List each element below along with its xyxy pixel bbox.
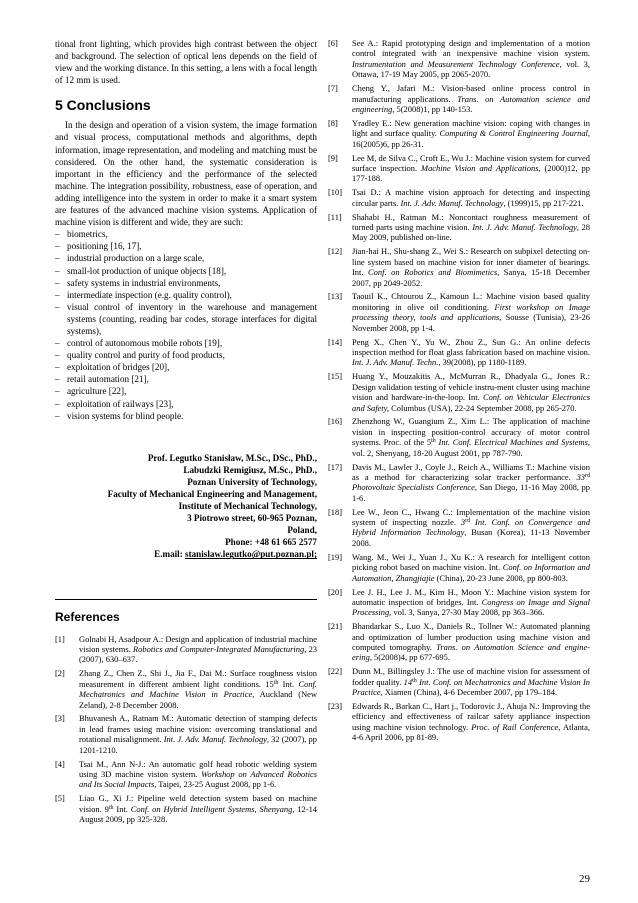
list-item: – intermediate inspection (e.g. quality control),	[55, 289, 317, 301]
ref-text: Zhenzhong W., Guangium Z., Xim L.: The application of machine vision in inspecting position-control accuracy of motor control systems. Proc. of the 5	[352, 416, 590, 448]
reference-number: [17]	[328, 461, 343, 472]
reference-item	[328, 153, 590, 184]
list-item: – exploitation of bridges [20],	[55, 361, 317, 373]
ref-text: , 32 (2007), pp 1201-1210.	[79, 734, 317, 755]
ref-source: Photovoltaic Specialists Conference	[352, 482, 475, 493]
reference-number: [14]	[328, 336, 343, 347]
right-column	[328, 38, 590, 746]
ref-text: vol. 3, Sanya, 27-30 May 2008, pp 363–366.	[391, 607, 545, 618]
page-number: 29	[579, 873, 590, 885]
ref-source: First workshop on Image processing theory, tools and applications	[352, 301, 591, 323]
ref-source: Conf. Mechatronics and Machine Vision in Practice,	[79, 678, 318, 700]
ref-sup: th	[273, 679, 279, 686]
ref-source: Int. J. Adv. Manuf. Technology	[472, 222, 577, 232]
ref-source: Instrumentation and Measurement Technology Conference	[352, 58, 560, 69]
ref-sup: rd	[465, 518, 471, 525]
reference-number: [19]	[328, 551, 343, 562]
ref-source: 33	[576, 471, 585, 482]
reference-item	[55, 759, 317, 790]
reference-number: [8]	[328, 117, 338, 128]
ref-text: , Sanya, 15-18 December 2007, pp 2049-2052.	[352, 267, 590, 288]
author-line: Poznan University of Technology,	[187, 476, 317, 487]
ref-text: , Atlanta, 4-6 April 2006, pp 81-89.	[352, 721, 591, 743]
reference-item	[328, 291, 590, 333]
ref-source: Congress on Image and Signal Processing,	[352, 596, 590, 618]
ref-text: Zhang Z., Chen Z., Shi J., Jia F., Dai M.: Surface roughness vision measurement in different ambient light conditions. 15	[79, 668, 317, 689]
ref-text: , San Diego, 11-16 May 2008, pp 1-6.	[352, 482, 590, 503]
reference-item	[328, 371, 590, 413]
divider	[55, 599, 317, 600]
ref-text: Lee J. H., Lee J. M., Kim H., Moon Y.: Machine vision system for automatic inspection of bridges. Int.	[352, 586, 590, 607]
reference-item	[328, 246, 590, 288]
ref-text: Shahabi H., Ratman M.: Noncontact roughness measurement of turned parts using machine vision.	[352, 211, 590, 232]
reference-item	[328, 416, 590, 458]
list-item: – biometrics,	[55, 228, 317, 240]
reference-number: [21]	[328, 621, 343, 632]
ref-text: Yradley E.: New generation machine vision: coping with changes in light and surface quality.	[352, 117, 590, 139]
reference-item	[55, 713, 317, 755]
ref-sup: th	[431, 438, 436, 445]
list-item: – quality control and purity of food products,	[55, 349, 317, 361]
ref-text: Int.	[278, 678, 299, 689]
reference-number: [9]	[328, 152, 338, 163]
ref-source: Conf. on Robotics and Biomimetics	[368, 267, 498, 278]
author-block	[55, 452, 317, 561]
ref-text: Tsai M., Ann N-J.: An automatic golf head robotic welding system using 3D machine vision system.	[79, 758, 317, 779]
ref-text: See A.: Rapid prototyping design and implementation of a motion control integrated with an inexpensive machine vision system.	[352, 38, 590, 59]
ref-text: Jian-hai H., Shu-shang Z., Wei S.: Research on subpixel detecting on-line system based on machine vision for inner diameter of bearings. Int.	[352, 246, 590, 278]
ref-source: Computing & Control Engineering Journal	[439, 128, 588, 139]
ref-text: Bhandarkar S., Luo X., Daniels R., Tollner W.: Automated planning and optimization of lumber production using machine vision and computed tomography.	[352, 621, 590, 653]
reference-item	[328, 552, 590, 583]
ref-source: Int. J. Adv. Manuf. Techn.	[352, 357, 439, 368]
reference-number: [2]	[55, 668, 65, 679]
list-item: – visual control of inventory in the warehouse and management systems (counting, reading bar codes, storage interfaces for digital systems),	[55, 301, 317, 337]
author-email-line	[55, 548, 317, 560]
reference-item	[328, 621, 590, 663]
author-phone: Phone: +48 61 665 2577	[225, 537, 317, 548]
reference-item	[328, 462, 590, 504]
reference-item	[55, 793, 317, 824]
reference-number: [10]	[328, 187, 343, 198]
ref-source: Int. Conf. Electrical Machines and Systems	[438, 437, 588, 448]
ref-text: Int.	[113, 803, 131, 814]
ref-text: Davis M., Lawler J., Coyle J., Reich A., Williams T.: Machine vision as a method for characterizing solar tracker performance.	[352, 461, 590, 482]
reference-number: [23]	[328, 701, 343, 712]
applications-list	[55, 228, 317, 422]
reference-number: [16]	[328, 416, 343, 427]
ref-source: Int. J. Adv. Manuf. Technology	[163, 734, 267, 745]
email-label: E.mail:	[154, 549, 186, 560]
ref-source: 3	[460, 517, 466, 528]
reference-number: [13]	[328, 291, 343, 302]
ref-source: Workshop on Advanced Robotics and Its Social Impacts	[79, 768, 317, 790]
ref-text: , Busan (Korea), 11-13 November 2008.	[352, 527, 590, 548]
ref-text: , 5(2008)4, pp 677-695.	[369, 652, 450, 663]
reference-number: [1]	[55, 633, 65, 644]
reference-number: [4]	[55, 758, 65, 769]
list-item: – vision systems for blind people.	[55, 410, 317, 422]
reference-number: [11]	[328, 211, 342, 222]
ref-source: Trans. on Automation Science and engine-ering	[352, 642, 591, 663]
ref-text: Taouil K., Chtourou Z., Kamoun L.: Machine vision based quality monitoring in olive oil conditioning.	[352, 291, 590, 312]
ref-text: Dunn M., Billingsley J.: The use of machine vision for assessment of fodder quality.	[352, 666, 590, 687]
ref-sup: th	[108, 804, 114, 811]
ref-text: Cheng Y., Jafari M.: Vision-based online process control in manufacturing applications.	[352, 83, 590, 104]
ref-source: Conf. on Hybrid Intelligent Systems, Shenyang	[130, 803, 293, 814]
ref-source: Conf. on Information and Automation, Zhangjiajie	[352, 562, 590, 583]
ref-text: , 39(2008), pp 1180-1189.	[438, 357, 527, 368]
author-line: 3 Piotrowo street, 60-965 Poznan,	[187, 513, 317, 524]
list-item: – agriculture [22],	[55, 385, 317, 397]
reference-number: [3]	[55, 713, 65, 724]
ref-text: Lee W., Jeon C., Hwang C.: Implementation of the machine vision system of inspecting nozzle.	[352, 506, 590, 528]
ref-text: , 12-14 August 2009, pp 325-328.	[79, 803, 318, 825]
reference-number: [22]	[328, 666, 343, 677]
conclusions-heading: 5 Conclusions	[55, 97, 151, 114]
ref-text: , 5(2008)1, pp 140-153.	[392, 103, 473, 114]
ref-source: Int. Conf. on Convergence and Hybrid Information Technology	[352, 517, 590, 538]
email-link[interactable]: stanislaw.legutko@put.poznan.pl;	[185, 549, 317, 560]
ref-text: , Taipei, 23-25 August 2008, pp 1-6.	[154, 779, 277, 790]
list-item: – small-lot production of unique objects [18],	[55, 265, 317, 277]
reference-item	[328, 38, 590, 80]
ref-sup: rd	[585, 472, 590, 479]
list-item: – industrial production on a large scale,	[55, 252, 317, 264]
reference-item	[328, 187, 590, 208]
ref-text: , (1999)15, pp 217-221.	[503, 197, 584, 208]
reference-item	[328, 83, 590, 114]
references-heading: References	[55, 609, 120, 624]
ref-text: Wang. M., Wei J., Yuan J., Xu K.: A research for intelligent cotton picking robot based on machine vision. Int.	[352, 551, 590, 573]
ref-text: , 16(2005)6, pp 26-31.	[352, 128, 590, 149]
ref-source: Machine Vision and Applications	[421, 162, 539, 173]
ref-source: Robotics and Computer-Integrated Manufacturing	[133, 643, 305, 654]
reference-item	[328, 666, 590, 697]
ref-text: , vol. 3, Ottawa, 17-19 May 2005, pp 2065-2070.	[352, 58, 590, 80]
reference-item	[328, 587, 590, 618]
reference-number: [18]	[328, 506, 343, 517]
author-line: Labudzki Remigiusz, M.Sc., PhD.,	[183, 464, 317, 475]
ref-text: , Sousse (Tunisia), 23-26 November 2008, pp 1-4.	[352, 312, 590, 333]
ref-text: Huang Y., Mouzakitis A., McMurran R., Dhadyala G., Jones R.: Design validation testing of vehicle instru-ment cluster using machine vision and hardware-in-the-loop. Int.	[352, 371, 590, 403]
author-line: Prof. Legutko Stanisław, M.Sc., DSc., PhD.,	[147, 452, 317, 463]
list-item: – positioning [16, 17],	[55, 240, 317, 252]
reference-item	[55, 668, 317, 710]
reference-item	[328, 701, 590, 743]
reference-number: [7]	[328, 83, 338, 94]
reference-number: [5]	[55, 793, 65, 804]
left-column	[55, 38, 317, 828]
ref-source: Int. Conf. on Mechatronics and Machine Vision In Practice	[352, 676, 590, 698]
ref-text: Edwards R., Barkan C., Hart j., Todorovic J., Ahuja N.: Improving the efficiency and effectiveness of railcar safety appliance inspection using machine vision technology.	[352, 701, 590, 732]
author-line: Institute of Mechanical Technology,	[178, 501, 317, 512]
ref-text: Lee M, de Silva C., Croft E., Wu J.: Machine vision system for curved surface inspection.	[352, 152, 590, 173]
ref-source: 14	[403, 676, 413, 687]
ref-source: Trans. on Automation science and engineering	[352, 93, 590, 114]
intro-paragraph: tional front lighting, which provides high contrast between the object and background. The selection of optical lens depends on the field of view and the working distance. In this setting, a lens with a focal length of 12 mm is used.	[55, 39, 317, 86]
ref-sup: th	[412, 677, 417, 684]
list-item: – retail automation [21],	[55, 373, 317, 385]
ref-text: Peng X., Chen Y., Yu W., Zhou Z., Sun G.: An online defects inspection method for float glass fabrication based on machine vision.	[352, 336, 590, 357]
reference-number: [15]	[328, 371, 343, 382]
ref-text: , (2000)12, pp 177-188.	[352, 162, 590, 184]
reference-item	[328, 337, 590, 368]
author-line: Poland,	[287, 525, 317, 536]
reference-item	[55, 634, 317, 665]
ref-source: Conf. on Vehicular Electronics and Safety,	[352, 392, 591, 413]
author-line: Faculty of Mechanical Engineering and Management,	[107, 489, 317, 499]
reference-number: [12]	[328, 246, 343, 257]
reference-number: [20]	[328, 586, 343, 597]
reference-item	[328, 118, 590, 149]
ref-source: Int. J. Adv. Manuf. Technology	[400, 197, 504, 208]
ref-text: , Xiamen (China), 4-6 December 2007, pp 179–184.	[380, 687, 558, 698]
ref-text: Tsai D.: A machine vision approach for detecting and inspecting circular parts.	[352, 187, 590, 208]
ref-text: , 28 May 2009, published on-line.	[352, 222, 591, 243]
list-item: – exploitation of railways [23],	[55, 398, 317, 410]
list-item: – control of autonomous mobile robots [19],	[55, 337, 317, 349]
reference-number: [6]	[328, 38, 338, 48]
ref-text: (China), 20-23 June 2008, pp 800-803.	[434, 572, 568, 583]
ref-text: , vol. 2, Shenyang, 18-20 August 2001, pp 787-790.	[352, 437, 590, 458]
ref-source: Proc. of Rail Conference	[471, 721, 559, 732]
ref-text: Liao G., Xi J.: Pipeline weld detection system based on machine vision. 9	[79, 793, 317, 814]
ref-text: Columbus (USA), 22-24 September 2008, pp 265-270.	[389, 402, 577, 413]
ref-text: Bhuvanesh A., Ratnam M.: Automatic detection of stamping defects in lead frames using machine vision: overcoming translational and rotational misalignment.	[79, 713, 317, 745]
ref-text: , 23 (2007), 630–637.	[79, 643, 318, 665]
ref-text: Golnabi H, Asadpour A.: Design and application of industrial machine vision systems.	[79, 633, 317, 654]
list-item: – safety systems in industrial environments,	[55, 277, 317, 289]
conclusions-paragraph: In the design and operation of a vision system, the image formation and visual process, computational methods and algorithms, depth information, image representation, and modeling and matching must be considered. On the other hand, the systematic consideration is important in the efficiency and the performance of the selected machine. The integration possibility, robustness, ease of operation, and adding intelligence into the system in order to make it a smart system are features of the advanced machine vision systems. Application of machine vision is different and wide, they are such:	[55, 120, 317, 228]
ref-text: Auckland (New Zeland), 2-8 December 2008.	[79, 689, 317, 710]
reference-item	[328, 507, 590, 549]
reference-item	[328, 212, 590, 243]
